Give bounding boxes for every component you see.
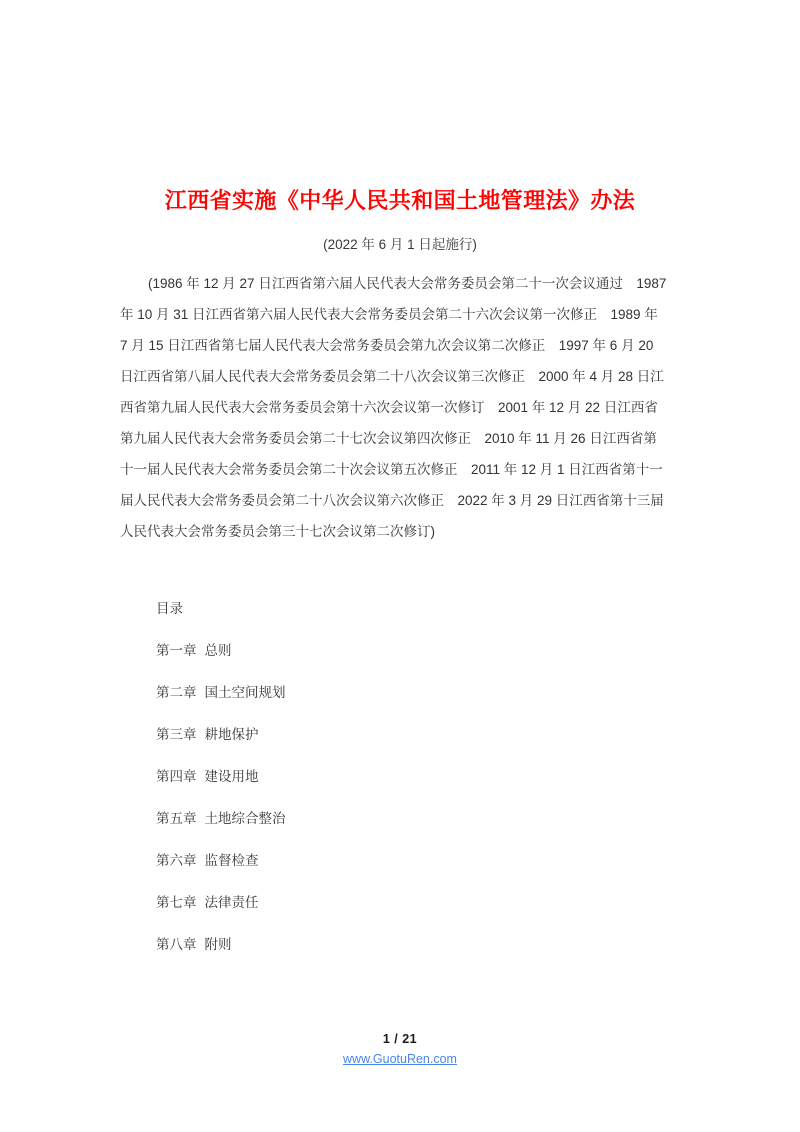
toc-item-chapter-5[interactable] [156, 806, 576, 848]
toc-item-chapter-7[interactable] [156, 890, 576, 932]
toc-item-chapter-1[interactable] [156, 638, 576, 680]
toc-item-label: 耕地保护 [204, 727, 259, 742]
page-title: 江西省实施《中华人民共和国土地管理法》办法 [164, 188, 636, 213]
preamble-line: (1986 年 12 月 27 日江西省第六届人民代表大会常务委员会第二十一次会议通过 1987 [148, 276, 667, 291]
preamble-line: 第九届人民代表大会常务委员会第二十七次会议第四次修正 2010 年 11 月 26 日江西省第 [120, 431, 657, 446]
preamble-line: 西省第九届人民代表大会常务委员会第十六次会议第一次修订 2001 年 12 月 22 日江西省 [120, 400, 658, 415]
toc-item-label: 监督检查 [204, 853, 259, 868]
toc-item-chapter-8[interactable] [156, 932, 576, 974]
preamble-line: 日江西省第八届人民代表大会常务委员会第二十八次会议第三次修正 2000 年 4 月 28 日江 [120, 369, 664, 384]
toc-item-number: 第八章 [156, 937, 197, 952]
preamble-line: 届人民代表大会常务委员会第二十八次会议第六次修正 2022 年 3 月 29 日江西省第十三届 [120, 493, 664, 508]
toc-item-number: 第二章 [156, 685, 197, 700]
preamble-line: 7 月 15 日江西省第七届人民代表大会常务委员会第九次会议第二次修正 1997 年 6 月 20 [120, 338, 654, 353]
preamble-line: 十一届人民代表大会常务委员会第二十次会议第五次修正 2011 年 12 月 1 日江西省第十一 [120, 462, 663, 477]
toc-item-chapter-4[interactable] [156, 764, 576, 806]
toc-item-number: 第七章 [156, 895, 197, 910]
table-of-contents [156, 596, 576, 974]
page-number: 1 / 21 [382, 1032, 418, 1046]
toc-item-label: 国土空间规划 [204, 685, 286, 700]
toc-item-chapter-3[interactable] [156, 722, 576, 764]
toc-item-number: 第六章 [156, 853, 197, 868]
toc-item-chapter-2[interactable] [156, 680, 576, 722]
preamble-line: 人民代表大会常务委员会第三十七次会议第二次修订) [120, 524, 435, 539]
source-website-link[interactable]: www.GuotuRen.com [343, 1052, 457, 1066]
toc-item-label: 附则 [204, 937, 232, 952]
effective-date-subtitle: (2022 年 6 月 1 日起施行) [323, 237, 477, 252]
toc-item-number: 第三章 [156, 727, 197, 742]
toc-item-label: 法律责任 [204, 895, 259, 910]
toc-item-chapter-6[interactable] [156, 848, 576, 890]
toc-heading: 目录 [156, 601, 183, 616]
toc-item-number: 第五章 [156, 811, 197, 826]
toc-item-label: 建设用地 [204, 769, 259, 784]
toc-item-number: 第四章 [156, 769, 197, 784]
toc-item-label: 土地综合整治 [204, 811, 286, 826]
preamble-line: 年 10 月 31 日江西省第六届人民代表大会常务委员会第二十六次会议第一次修正 1989 年 [120, 307, 658, 322]
toc-item-number: 第一章 [156, 643, 197, 658]
toc-item-label: 总则 [204, 643, 232, 658]
page-footer [0, 1030, 800, 1068]
preamble-paragraph [120, 268, 682, 547]
